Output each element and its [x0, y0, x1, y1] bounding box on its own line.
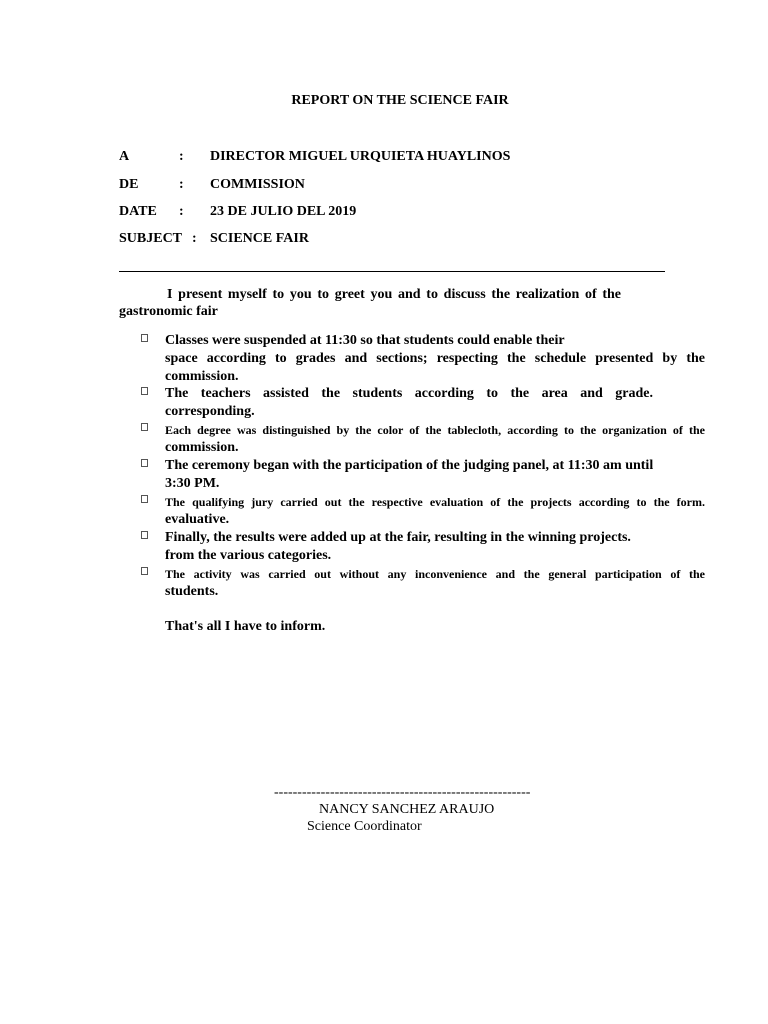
list-item-line: commission.: [165, 440, 239, 455]
list-item-line: The ceremony began with the participation of the judging panel, at 11:30 am until: [165, 458, 654, 473]
bullet-box-icon: [141, 495, 148, 503]
bullet-box-icon: [141, 531, 148, 539]
list-item-text: [165, 332, 705, 386]
header-colon: :: [179, 149, 184, 164]
signatory-role: Science Coordinator: [307, 819, 422, 834]
bullet-box-icon: [141, 387, 148, 395]
header-label: SUBJECT: [119, 231, 183, 246]
list-item-text: [165, 529, 705, 565]
closing-statement: That's all I have to inform.: [165, 619, 326, 634]
intro-paragraph: I present myself to you to greet you and to discuss the realization of the gastronomic fair: [119, 287, 621, 319]
list-item-line: 3:30 PM.: [165, 476, 220, 491]
header-divider: [119, 271, 665, 272]
list-item-line: The activity was carried out without any inconvenience and the general participation of the: [165, 567, 705, 581]
list-item-text: [165, 565, 705, 601]
list-item-line: corresponding.: [165, 404, 255, 419]
list-item-line: Classes were suspended at 11:30 so that students could enable their: [165, 333, 565, 348]
header-label: A: [119, 149, 130, 164]
list-item-line: The teachers assisted the students according to the area and grade.: [165, 386, 653, 401]
bullet-box-icon: [141, 423, 148, 431]
list-item-text: [165, 457, 705, 493]
list-item-line: evaluative.: [165, 512, 230, 527]
header-label: DE: [119, 177, 139, 192]
signature-line: -------------------------------------------------------: [274, 785, 531, 800]
header-value: COMMISSION: [210, 177, 305, 192]
header-colon: :: [179, 204, 184, 219]
bullet-box-icon: [141, 567, 148, 575]
list-item-line: from the various categories.: [165, 548, 332, 563]
header-colon: :: [192, 231, 197, 246]
list-item-text: [165, 385, 705, 421]
list-item-line: students.: [165, 584, 219, 599]
list-item-line: space according to grades and sections; respecting the schedule presented by the commission.: [165, 351, 705, 384]
header-value: 23 DE JULIO DEL 2019: [210, 204, 357, 219]
list-item-line: The qualifying jury carried out the respective evaluation of the projects according to the form.: [165, 495, 705, 509]
list-item-text: [165, 421, 705, 457]
bullet-box-icon: [141, 334, 148, 342]
list-item-line: Each degree was distinguished by the color of the tablecloth, according to the organization of the: [165, 423, 705, 437]
report-title: REPORT ON THE SCIENCE FAIR: [291, 93, 509, 108]
bullet-box-icon: [141, 459, 148, 467]
header-value: DIRECTOR MIGUEL URQUIETA HUAYLINOS: [210, 149, 511, 164]
header-label: DATE: [119, 204, 157, 219]
header-colon: :: [179, 177, 184, 192]
list-item-line: Finally, the results were added up at the fair, resulting in the winning projects.: [165, 530, 631, 545]
signatory-name: NANCY SANCHEZ ARAUJO: [319, 802, 495, 817]
list-item-text: [165, 493, 705, 529]
header-value: SCIENCE FAIR: [210, 231, 309, 246]
